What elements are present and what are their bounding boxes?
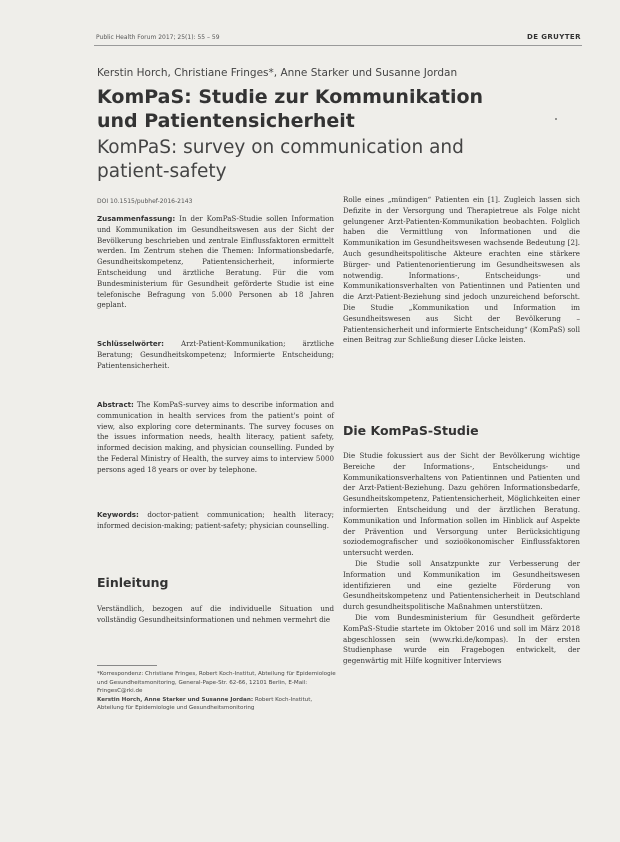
abstract-english [97, 400, 334, 476]
kompas-paragraph-3: Die vom Bundesministerium für Gesundheit geförderte KomPaS-Studie startete im Oktober 2016 und soll im März 2018 abgeschlossen sein (www.rki.de/kompas). In der ersten Studienphase wurde ein Fragebogen entwickelt, der gegenwärtig mit Hilfe kognitiver Interviews [343, 612, 580, 666]
footnote-coauthors [97, 696, 337, 713]
abstract-german-text: In der KomPaS-Studie sollen Information und Kommunikation im Gesundheitswesen aus der Sicht der Bevölkerung beschrieben und zentrale Einflussfaktoren ermittelt werden. Im Zentrum stehen die Themen: Informationsbedarfe, Gesundheitskompetenz, Patientensicherheit, informierte Entscheidung und ärztliche Beratung. Für die vom Bundesministerium für Gesundheit geförderte Studie ist eine telefonische Befragung von 5.000 Personen ab 18 Jahren geplant. [97, 214, 334, 310]
keywords-german-text: Arzt-Patient-Kommunikation; ärztliche Beratung; Gesundheitskompetenz; Informierte Entscheidung; Patientensicherheit. [97, 339, 334, 370]
keywords-english-text: doctor-patient communication; health literacy; informed decision-making; patient-safety; physician counselling. [97, 510, 334, 530]
abstract-german [97, 214, 334, 311]
kompas-section-body [343, 451, 580, 667]
footnote-coauthor-affiliation: Robert Koch-Institut, Abteilung für Epidemiologie und Gesundheitsmonitoring [97, 696, 313, 712]
footnote-corresponding: *Korrespondenz: Christiane Fringes, Robert Koch-Institut, Abteilung für Epidemiologie und Gesundheitsmonitoring, General-Pape-Str. 62-66, 12101 Berlin, E-Mail: FringesC@rki.de [97, 671, 336, 695]
footnote-divider [97, 665, 157, 666]
doi-line: DOI 10.1515/pubhef-2016-2143 [97, 198, 193, 205]
abstract-german-lead: Zusammenfassung: [97, 214, 176, 223]
title-german: KomPaS: Studie zur Kommunikation und Patientensicherheit [97, 86, 484, 132]
title-english: KomPaS: survey on communication and patient-safety [97, 137, 464, 182]
heading-einleitung: Einleitung [97, 575, 169, 590]
kompas-paragraph-2: Die Studie soll Ansatzpunkte zur Verbesserung der Information und Kommunikation im Gesundheitswesen identifizieren und eine gezielte Förderung von Gesundheitskompetenz und Patientensicherheit in Deutschland durch gesundheitspolitische Maßnahmen unterstützen. [343, 558, 580, 612]
footnote-coauthor-names: Kerstin Horch, Anne Starker und Susanne Jordan: [97, 696, 254, 703]
author-list: Kerstin Horch, Christiane Fringes*, Anne Starker und Susanne Jordan [97, 67, 458, 79]
heading-kompas-studie: Die KomPaS-Studie [343, 423, 479, 438]
kompas-paragraph-1: Die Studie fokussiert aus der Sicht der Bevölkerung wichtige Bereiche der Informations-, Entscheidungs- und Kommunikationsverhaltens von Patientinnen und Patienten und der Arzt-Patient-Beziehung. Dazu gehören Informationsbedarfe, Gesundheitskompetenz, Patientensicherheit, Möglichkeiten einer informierten Entscheidung und der ärztlichen Beratung. Kommunikation und Information sollen im Hinblick auf Aspekte der Prävention und Versorgung unter Berücksichtigung soziodemografischer und sozioökonomischer Einflussfaktoren untersucht werden. [343, 451, 580, 558]
abstract-english-text: The KomPaS-survey aims to describe information and communication in health services from the patient's point of view, also exploring core determinants. The survey focuses on the issues information needs, health literacy, patient safety, informed decision making, and physician counselling. Funded by the Federal Ministry of Health, the survey aims to interview 5000 persons aged 18 years or over by telephone. [97, 400, 335, 474]
keywords-english [97, 510, 334, 532]
einleitung-text: Verständlich, bezogen auf die individuelle Situation und vollständig Gesundheitsinformationen und nehmen vermehrt die [97, 604, 334, 624]
intro-continued-text: Rolle eines „mündigen“ Patienten ein [1]. Zugleich lassen sich Defizite in der Versorgung und Therapietreue als Folge nicht gelungener Arzt-Patienten-Kommunikation beobachten. Folglich haben die Vermittlung von Informationen und die Kommunikation im Gesundheitswesen wachsende Bedeutung [2]. Auch gesundheitspolitische Akteure erachten eine stärkere Bürger- und Patientenorientierung im Gesundheitswesen als notwendig. Informations-, Entscheidungs- und Kommunikationsverhalten von Patientinnen und Patienten und die Arzt-Patient-Beziehung sind jedoch unzureichend beforscht. Die Studie „Kommunikation und Information im Gesundheitswesen aus Sicht der Bevölkerung – Patientensicherheit und informierte Entscheidung“ (KomPaS) soll einen Beitrag zur Schließung dieser Lücke leisten. [343, 195, 580, 345]
header-divider [94, 45, 582, 46]
scan-speck [555, 118, 557, 120]
keywords-german [97, 339, 334, 371]
abstract-english-lead: Abstract: [97, 400, 134, 409]
footnotes [97, 670, 337, 713]
keywords-english-lead: Keywords: [97, 510, 139, 519]
publisher-logo: DE GRUYTER [527, 33, 581, 41]
keywords-german-lead: Schlüsselwörter: [97, 339, 164, 348]
journal-citation: Public Health Forum 2017; 25(1): 55 – 59 [96, 34, 220, 41]
